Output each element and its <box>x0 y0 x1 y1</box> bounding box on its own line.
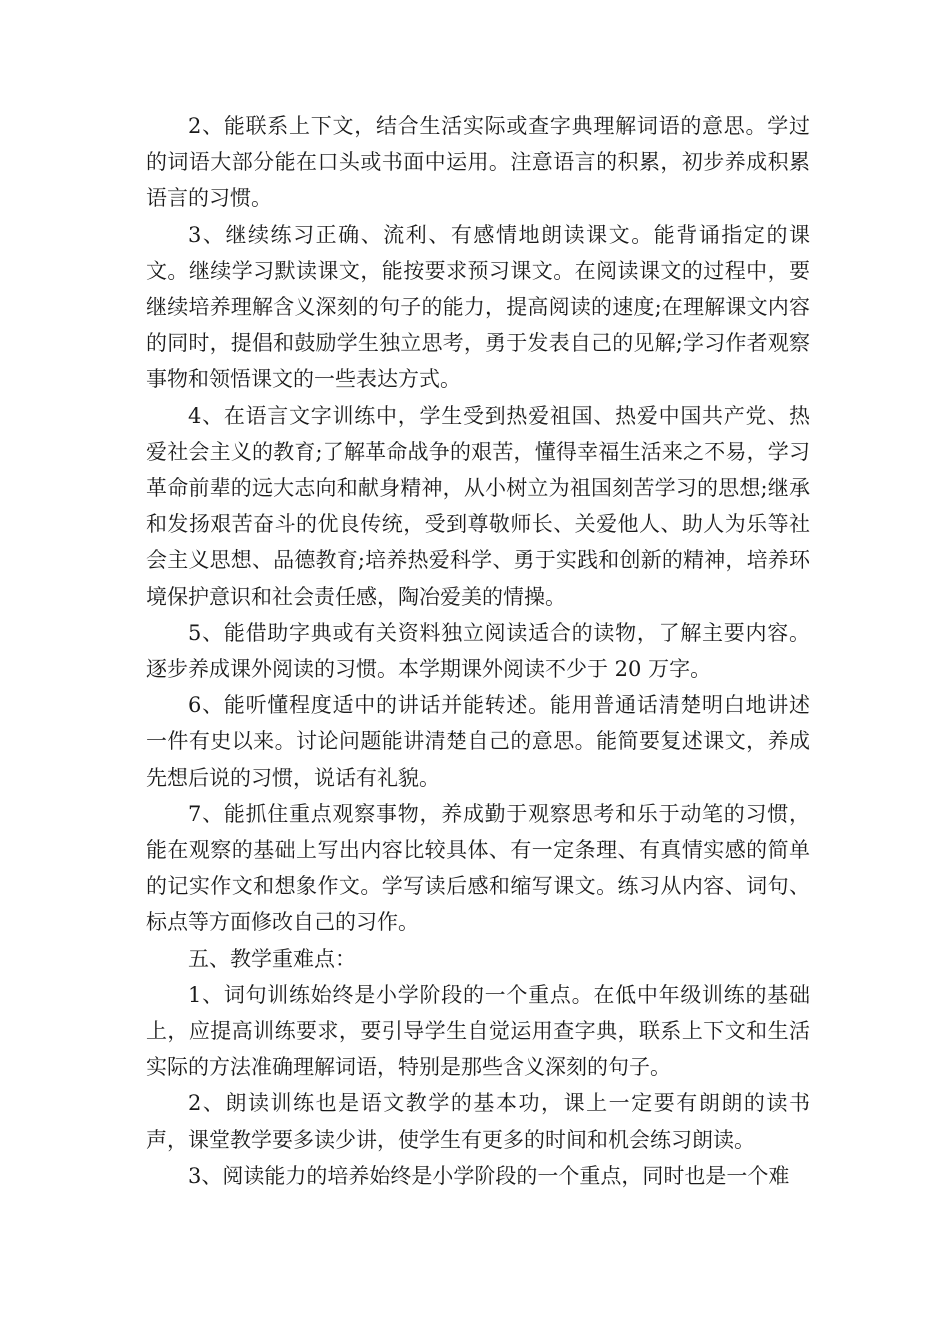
paragraph-goal-4: 4、在语言文字训练中，学生受到热爱祖国、热爱中国共产党、热爱社会主义的教育;了解革命战争的艰苦，懂得幸福生活来之不易，学习革命前辈的远大志向和献身精神，从小树立为祖国刻苦学习的思想;继承和发扬艰苦奋斗的优良传统，受到尊敬师长、关爱他人、助人为乐等社会主义思想、品德教育;培养热爱科学、勇于实践和创新的精神，培养环境保护意识和社会责任感，陶冶爱美的情操。 <box>146 403 810 609</box>
paragraph-goal-3: 3、继续练习正确、流利、有感情地朗读课文。能背诵指定的课文。继续学习默读课文，能按要求预习课文。在阅读课文的过程中，要继续培养理解含义深刻的句子的能力，提高阅读的速度;在理解课文内容的同时，提倡和鼓励学生独立思考，勇于发表自己的见解;学习作者观察事物和领悟课文的一些表达方式。 <box>146 222 810 392</box>
document-page <box>146 108 810 1194</box>
paragraph-goal-6: 6、能听懂程度适中的讲话并能转述。能用普通话清楚明白地讲述一件有史以来。讨论问题能讲清楚自己的意思。能简要复述课文，养成先想后说的习惯，说话有礼貌。 <box>146 693 810 790</box>
paragraph-key-point-3: 3、阅读能力的培养始终是小学阶段的一个重点，同时也是一个难 <box>188 1163 790 1188</box>
paragraph-goal-7: 7、能抓住重点观察事物，养成勤于观察思考和乐于动笔的习惯，能在观察的基础上写出内容比较具体、有一定条理、有真情实感的简单的记实作文和想象作文。学写读后感和缩写课文。练习从内容、词句、标点等方面修改自己的习作。 <box>146 801 810 935</box>
paragraph-key-point-1: 1、词句训练始终是小学阶段的一个重点。在低中年级训练的基础上，应提高训练要求，要引导学生自觉运用查字典，联系上下文和生活实际的方法准确理解词语，特别是那些含义深刻的句子。 <box>146 982 810 1080</box>
paragraph-goal-2: 2、能联系上下文，结合生活实际或查字典理解词语的意思。学过的词语大部分能在口头或书面中运用。注意语言的积累，初步养成积累语言的习惯。 <box>146 114 810 211</box>
paragraph-goal-5: 5、能借助字典或有关资料独立阅读适合的读物，了解主要内容。逐步养成课外阅读的习惯。本学期课外阅读不少于 20 万字。 <box>146 620 810 682</box>
section-heading-key-points: 五、教学重难点： <box>188 946 356 971</box>
paragraph-key-point-2: 2、朗读训练也是语文教学的基本功，课上一定要有朗朗的读书声，课堂教学要多读少讲，使学生有更多的时间和机会练习朗读。 <box>146 1091 810 1152</box>
